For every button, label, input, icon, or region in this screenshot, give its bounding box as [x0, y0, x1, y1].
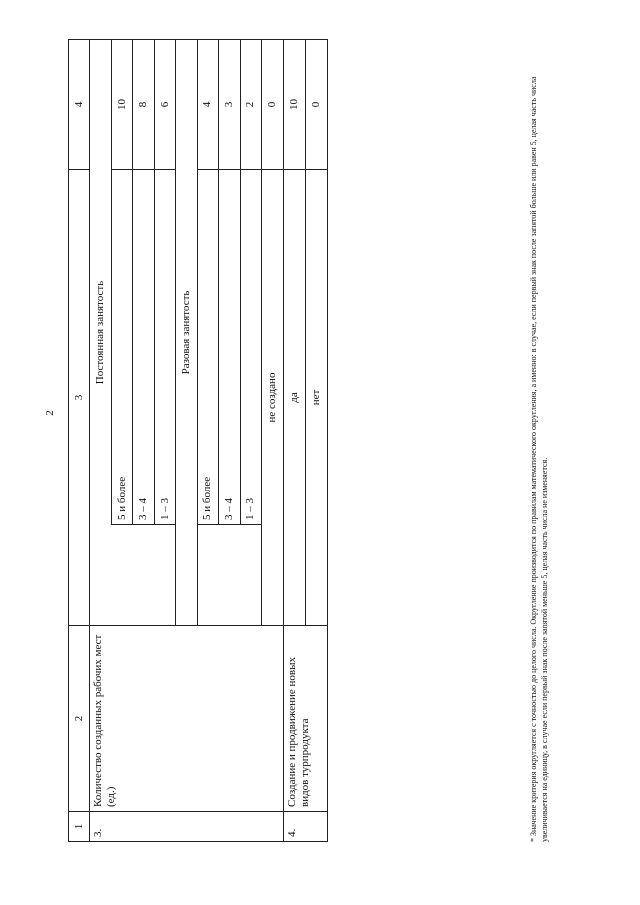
score-cell: 10: [111, 40, 132, 170]
score-cell: 8: [133, 40, 154, 170]
range-cell: 5 и более: [197, 170, 218, 525]
spacer-cell: [154, 525, 175, 626]
criterion-jobs: Количество созданных рабочих мест (ед.): [90, 626, 283, 812]
col-header-4: 4: [69, 40, 90, 170]
footnote: * Значение критерия округляется с точностью до целого числа. Округление производится по правилам математического округления, а именно: в случае, если первый знак после запятой больше или равен 5, целая часть числа увеличивается на единицу, в случае если первый знак после запятой меньше 5, целая часть числа не изменяется.: [529, 76, 549, 842]
range-cell: 1 – 3: [240, 170, 261, 525]
option-cell: нет: [305, 170, 327, 626]
range-cell: 5 и более: [111, 170, 132, 525]
range-cell: 3 – 4: [133, 170, 154, 525]
option-cell: да: [283, 170, 305, 626]
row-number-3: 3.: [90, 812, 283, 842]
range-cell: 3 – 4: [219, 170, 240, 525]
score-cell: 6: [154, 40, 175, 170]
page-number: 2: [44, 410, 56, 416]
criterion-tourproduct: Создание и продвижение новых видов турпродукта: [283, 626, 327, 812]
score-cell: 0: [262, 40, 283, 170]
score-cell: 0: [305, 40, 327, 170]
col-header-3: 3: [69, 170, 90, 626]
score-cell: 3: [219, 40, 240, 170]
spacer-cell: [111, 525, 132, 626]
score-cell: 10: [283, 40, 305, 170]
col-header-2: 2: [69, 626, 90, 812]
score-cell: 4: [197, 40, 218, 170]
spacer-cell: [133, 525, 154, 626]
table-row: [90, 40, 111, 842]
score-cell: 2: [240, 40, 261, 170]
section-heading-temporary: Разовая занятость: [176, 40, 197, 626]
header-row: [69, 40, 90, 842]
criteria-table: [68, 39, 328, 842]
spacer-cell: [197, 525, 218, 626]
spacer-cell: [240, 525, 261, 626]
range-cell: 1 – 3: [154, 170, 175, 525]
col-header-1: 1: [69, 812, 90, 842]
table-row: [283, 40, 305, 842]
section-heading-permanent: Постоянная занятость: [90, 40, 111, 626]
range-cell: не создано: [262, 170, 283, 626]
row-number-4: 4.: [283, 812, 327, 842]
spacer-cell: [219, 525, 240, 626]
